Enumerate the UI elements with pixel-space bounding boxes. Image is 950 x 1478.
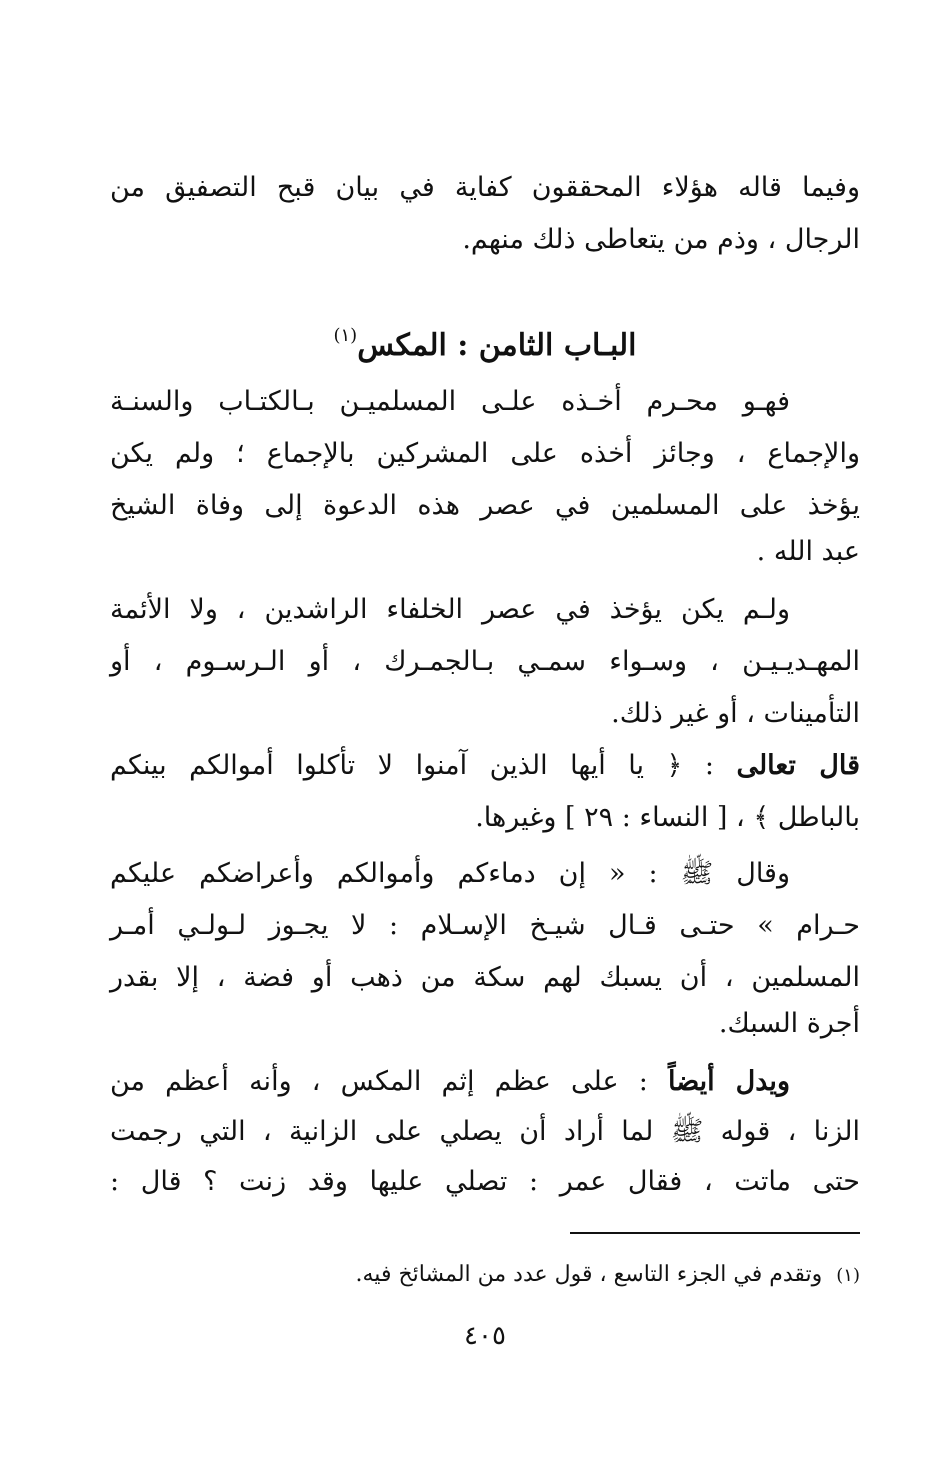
intro-line-2: الرجال ، وذم من يتعاطى ذلك منهم. — [462, 224, 860, 255]
chapter-heading — [110, 314, 860, 368]
footnote-number: (١) — [836, 1265, 860, 1286]
para3-line-2: بالباطل ﴾ ، [ النساء : ٢٩ ] وغيرها. — [475, 802, 860, 833]
para5-line-1 — [110, 1062, 860, 1102]
para4-line-2: حـرام » حتـى قـال شيـخ الإسـلام : لا يجـوز لـولـي أمـر — [110, 910, 860, 941]
para1-line-1: فهـو محـرم أخـذه علـى المسلميـن بـالكتـاب والسنـة — [110, 386, 790, 417]
para5-line-3: حتى ماتت ، فقال عمر : تصلي عليها وقد زنت ؟ قال : — [110, 1166, 860, 1197]
chapter-heading-text: البـاب الثامن : المكس — [357, 328, 637, 363]
para2-line-1: ولـم يكن يؤخذ في عصر الخلفاء الراشدين ، ولا الأئمة — [110, 594, 790, 625]
para4-line-1: وقال ﷺ : « إن دماءكم وأموالكم وأعراضكم عليكم — [110, 858, 790, 889]
para5-line-1-rest: : على عظم إثم المكس ، وأنه أعظم من — [110, 1066, 668, 1097]
footnote — [110, 1258, 860, 1293]
para3-bold-lead: قال تعالى — [736, 750, 860, 781]
para1-line-2: والإجماع ، وجائز أخذه على المشركين بالإجماع ؛ ولم يكن — [110, 438, 860, 469]
page-number: ٤٠٥ — [464, 1321, 506, 1351]
para4-line-4: أجرة السبك. — [718, 1008, 860, 1039]
para1-line-4: عبد الله . — [756, 536, 860, 567]
book-page — [110, 0, 860, 1478]
para4-line-3: المسلمين ، أن يسبك لهم سكة من ذهب أو فضة ، إلا بقدر — [110, 962, 860, 993]
heading-footnote-ref: (١) — [333, 325, 358, 346]
footnote-text: وتقدم في الجزء التاسع ، قول عدد من المشائخ فيه. — [355, 1262, 823, 1287]
para2-line-3: التأمينات ، أو غير ذلك. — [611, 698, 860, 729]
para3-line-1 — [110, 746, 860, 786]
intro-line-1: وفيما قاله هؤلاء المحققون كفاية في بيان قبح التصفيق من — [110, 172, 860, 203]
para5-line-2: الزنا ، قوله ﷺ لما أراد أن يصلي على الزانية ، التي رجمت — [110, 1116, 860, 1147]
para5-bold-lead: ويدل أيضاً — [668, 1066, 790, 1097]
footnote-separator — [570, 1232, 860, 1234]
para2-line-2: المهـديـيـن ، وسـواء سمـي بـالجمـرك ، أو الـرسـوم ، أو — [110, 646, 860, 677]
para3-line-1-rest: : ﴿ يا أيها الذين آمنوا لا تأكلوا أموالكم بينكم — [110, 750, 737, 781]
para1-line-3: يؤخذ على المسلمين في عصر هذه الدعوة إلى وفاة الشيخ — [110, 490, 860, 521]
